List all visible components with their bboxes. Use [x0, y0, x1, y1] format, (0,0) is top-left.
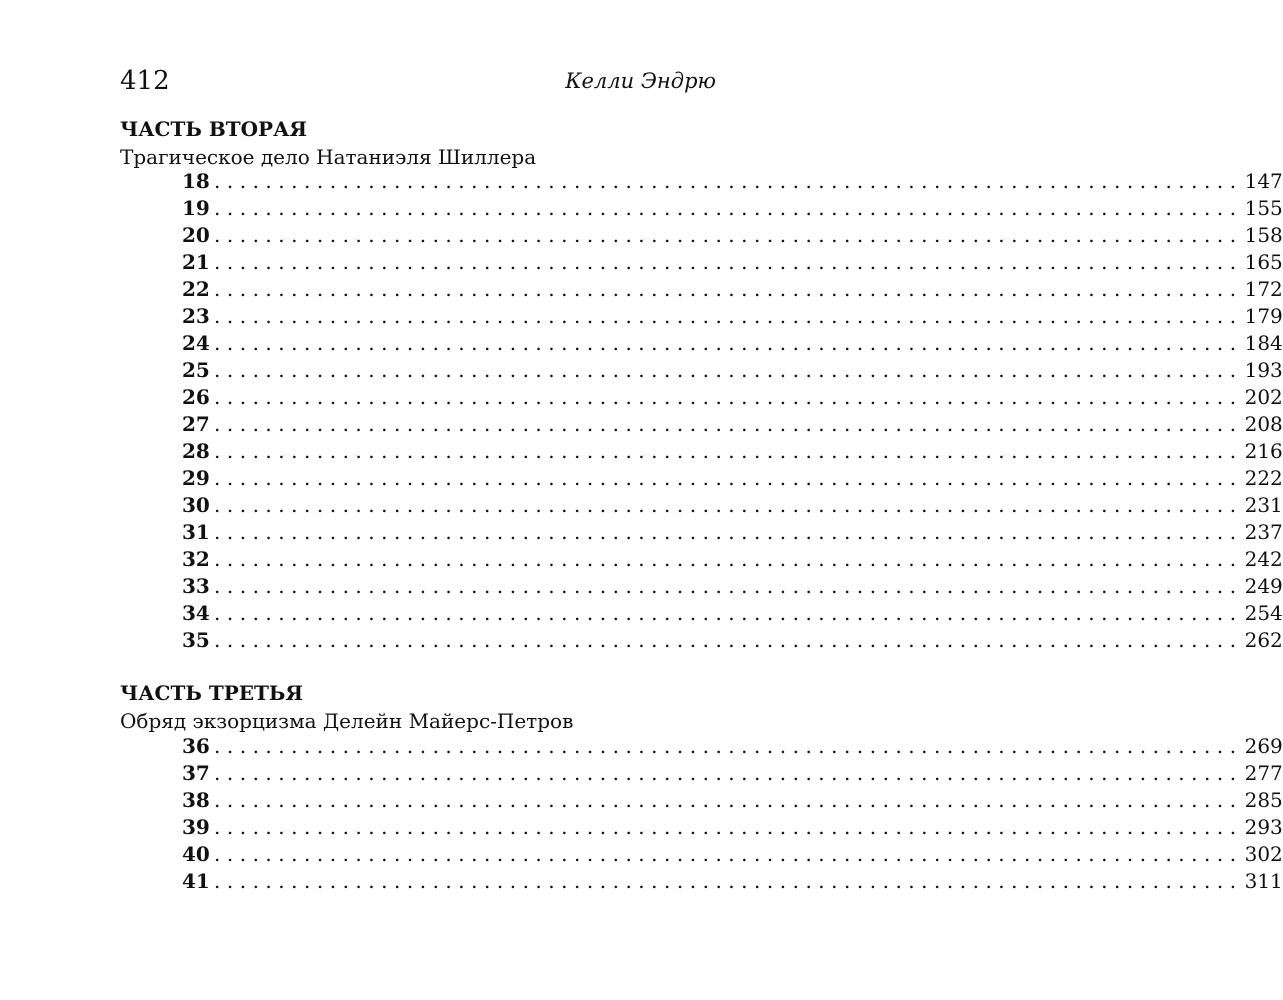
leader-dots: ................................................................................	[214, 869, 1243, 893]
page-ref: 237	[1244, 520, 1283, 544]
page-ref: 208	[1244, 412, 1283, 436]
page-ref: 155	[1244, 196, 1283, 220]
toc-entry	[182, 411, 1283, 438]
leader-dots: ................................................................................	[214, 734, 1243, 758]
page-ref: 285	[1244, 788, 1283, 812]
page-ref: 222	[1244, 466, 1283, 490]
page-ref: 165	[1244, 250, 1283, 274]
toc-entry	[182, 384, 1283, 411]
page-ref: 231	[1244, 493, 1283, 517]
page-ref: 147	[1244, 169, 1283, 193]
running-author: Келли Эндрю	[565, 69, 716, 93]
page-ref: 184	[1244, 331, 1283, 355]
chapter-number: 39	[182, 815, 210, 839]
chapter-number: 20	[182, 223, 210, 247]
chapter-number: 37	[182, 761, 210, 785]
leader-dots: ................................................................................	[214, 601, 1243, 625]
toc-entry	[182, 600, 1283, 627]
page-ref: 172	[1244, 277, 1283, 301]
page-ref: 269	[1244, 734, 1283, 758]
chapter-number: 41	[182, 869, 210, 893]
page-ref: 249	[1244, 574, 1283, 598]
chapter-number: 22	[182, 277, 210, 301]
toc-entry	[182, 195, 1283, 222]
leader-dots: ................................................................................	[214, 223, 1243, 247]
leader-dots: ................................................................................	[214, 547, 1243, 571]
toc-entry	[182, 276, 1283, 303]
toc-entry	[182, 465, 1283, 492]
leader-dots: ................................................................................	[214, 304, 1243, 328]
leader-dots: ................................................................................	[214, 412, 1243, 436]
part-three-toc	[182, 733, 1283, 895]
chapter-number: 28	[182, 439, 210, 463]
page-ref: 158	[1244, 223, 1283, 247]
toc-entry	[182, 303, 1283, 330]
page-ref: 179	[1244, 304, 1283, 328]
part-three-heading: ЧАСТЬ ТРЕТЬЯ	[120, 681, 304, 705]
page-ref: 311	[1244, 869, 1283, 893]
leader-dots: ................................................................................	[214, 761, 1243, 785]
toc-entry	[182, 733, 1283, 760]
leader-dots: ................................................................................	[214, 815, 1243, 839]
chapter-number: 26	[182, 385, 210, 409]
page-ref: 242	[1244, 547, 1283, 571]
toc-entry	[182, 841, 1283, 868]
toc-entry	[182, 519, 1283, 546]
toc-entry	[182, 168, 1283, 195]
chapter-number: 38	[182, 788, 210, 812]
chapter-number: 31	[182, 520, 210, 544]
chapter-number: 32	[182, 547, 210, 571]
toc-entry	[182, 249, 1283, 276]
toc-entry	[182, 573, 1283, 600]
page-ref: 277	[1244, 761, 1283, 785]
chapter-number: 21	[182, 250, 210, 274]
chapter-number: 35	[182, 628, 210, 652]
chapter-number: 19	[182, 196, 210, 220]
chapter-number: 24	[182, 331, 210, 355]
toc-entry	[182, 438, 1283, 465]
part-two-toc	[182, 168, 1283, 654]
toc-entry	[182, 492, 1283, 519]
leader-dots: ................................................................................	[214, 574, 1243, 598]
page-number: 412	[120, 66, 170, 96]
leader-dots: ................................................................................	[214, 439, 1243, 463]
leader-dots: ................................................................................	[214, 385, 1243, 409]
leader-dots: ................................................................................	[214, 277, 1243, 301]
chapter-number: 25	[182, 358, 210, 382]
chapter-number: 34	[182, 601, 210, 625]
toc-entry	[182, 814, 1283, 841]
chapter-number: 29	[182, 466, 210, 490]
page-ref: 202	[1244, 385, 1283, 409]
chapter-number: 18	[182, 169, 210, 193]
chapter-number: 33	[182, 574, 210, 598]
page-ref: 293	[1244, 815, 1283, 839]
page-ref: 262	[1244, 628, 1283, 652]
toc-entry	[182, 760, 1283, 787]
toc-entry	[182, 868, 1283, 895]
leader-dots: ................................................................................	[214, 196, 1243, 220]
page-ref: 193	[1244, 358, 1283, 382]
leader-dots: ................................................................................	[214, 788, 1243, 812]
leader-dots: ................................................................................	[214, 331, 1243, 355]
page-ref: 216	[1244, 439, 1283, 463]
part-two-heading: ЧАСТЬ ВТОРАЯ	[120, 117, 307, 141]
page-ref: 302	[1244, 842, 1283, 866]
leader-dots: ................................................................................	[214, 628, 1243, 652]
part-three-subtitle: Обряд экзорцизма Делейн Майерс-Петров	[120, 709, 574, 733]
chapter-number: 30	[182, 493, 210, 517]
leader-dots: ................................................................................	[214, 842, 1243, 866]
toc-entry	[182, 357, 1283, 384]
toc-entry	[182, 627, 1283, 654]
toc-entry	[182, 546, 1283, 573]
leader-dots: ................................................................................	[214, 493, 1243, 517]
leader-dots: ................................................................................	[214, 520, 1243, 544]
toc-entry	[182, 787, 1283, 814]
leader-dots: ................................................................................	[214, 466, 1243, 490]
page-ref: 254	[1244, 601, 1283, 625]
toc-entry	[182, 222, 1283, 249]
part-two-subtitle: Трагическое дело Натаниэля Шиллера	[120, 145, 537, 169]
leader-dots: ................................................................................	[214, 250, 1243, 274]
chapter-number: 27	[182, 412, 210, 436]
toc-entry	[182, 330, 1283, 357]
chapter-number: 40	[182, 842, 210, 866]
chapter-number: 23	[182, 304, 210, 328]
leader-dots: ................................................................................	[214, 358, 1243, 382]
chapter-number: 36	[182, 734, 210, 758]
leader-dots: ................................................................................	[214, 169, 1243, 193]
